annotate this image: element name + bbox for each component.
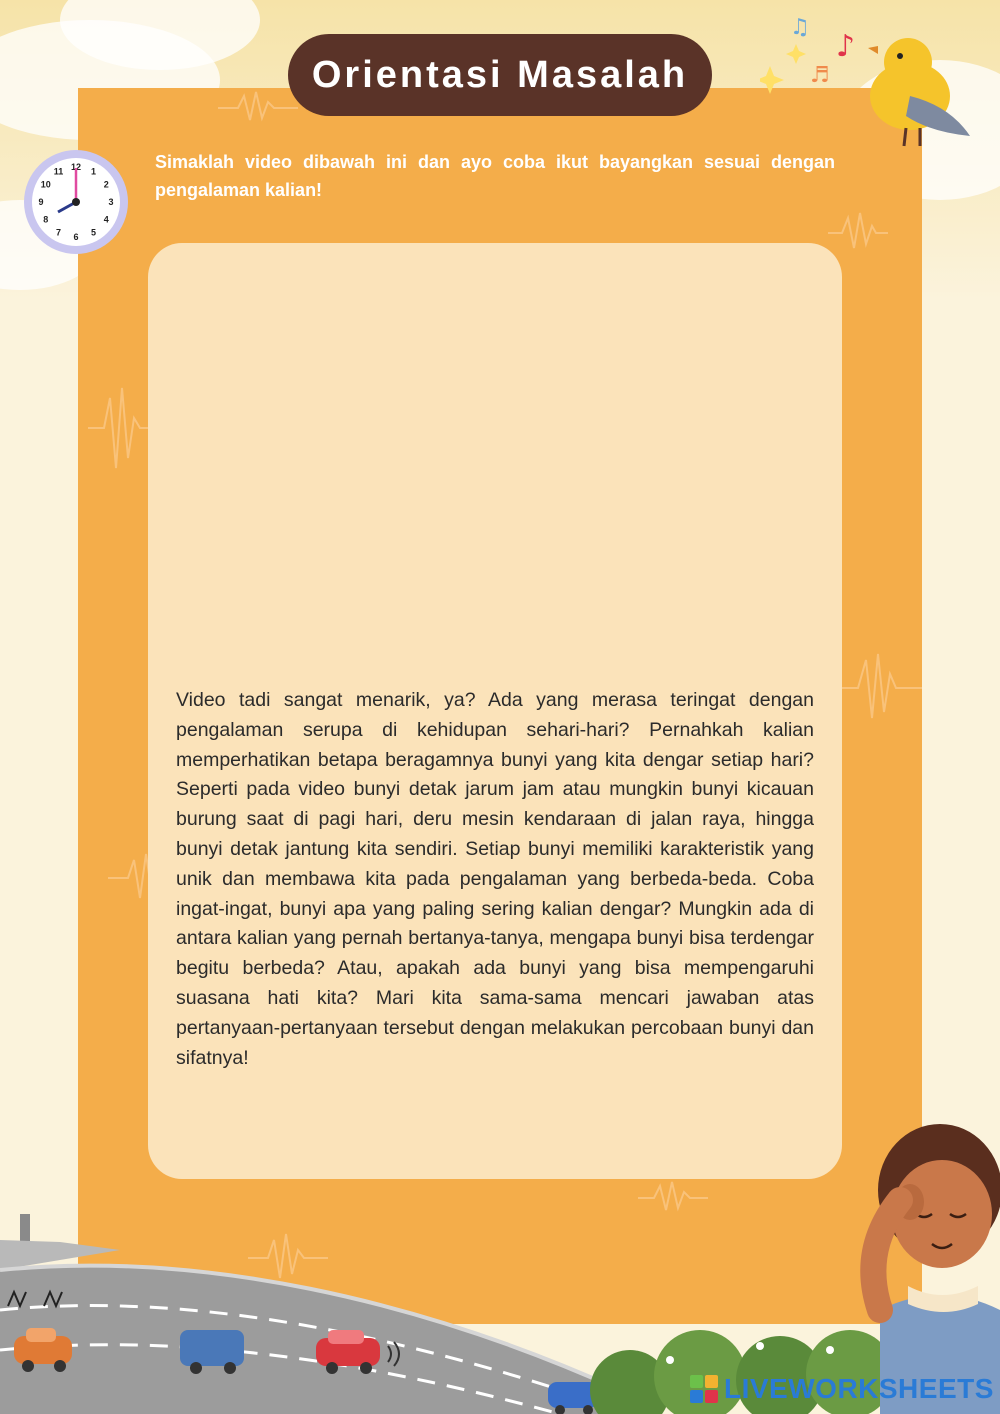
soundwave-decoration bbox=[218, 88, 298, 128]
clock-number: 1 bbox=[90, 166, 97, 177]
road-traffic-illustration bbox=[0, 1210, 620, 1414]
singing-bird-illustration bbox=[760, 6, 980, 156]
soundwave-decoration bbox=[638, 1178, 708, 1218]
soundwave-decoration bbox=[838, 648, 922, 728]
instruction-text: Simaklah video dibawah ini dan ayo coba ikut bayangkan sesuai dengan pengalaman kalian! bbox=[155, 152, 835, 200]
clock-number: 7 bbox=[55, 227, 62, 238]
clock-number: 4 bbox=[103, 214, 109, 225]
clock-number: 5 bbox=[90, 227, 97, 238]
page-title: Orientasi Masalah bbox=[288, 34, 712, 116]
clock-number: 8 bbox=[43, 214, 49, 225]
clock-number: 6 bbox=[73, 232, 79, 242]
clock-number: 10 bbox=[40, 179, 51, 190]
listening-child-illustration bbox=[820, 1110, 1000, 1414]
clock-number: 11 bbox=[53, 166, 64, 177]
svg-text:♬: ♬ bbox=[810, 63, 830, 88]
clock-number: 3 bbox=[108, 197, 114, 207]
body-paragraph: Video tadi sangat menarik, ya? Ada yang merasa teringat dengan pengalaman serupa di kehidupan sehari-hari? Pernahkah kalian memperhatikan betapa beragamnya bunyi yang kita dengar setiap hari? Seperti pada video bunyi detak jarum jam atau mungkin bunyi kicauan burung saat di pagi hari, deru mesin kendaraan di jalan raya, hingga bunyi detak jantung kita sendiri. Setiap bunyi memiliki karakteristik yang unik dan membawa kita pada pengalaman yang berbeda-beda. Coba ingat-ingat, bunyi apa yang paling sering kalian dengar? Mungkin ada di antara kalian yang pernah bertanya-tanya, mengapa bunyi bisa terdengar begitu berbeda? Atau, apakah ada bunyi yang bisa mempengaruhi suasana hati kita? Mari kita sama-sama mencari jawaban atas pertanyaan-pertanyaan tersebut dengan melakukan percobaan bunyi dan sifatnya! bbox=[176, 689, 814, 1069]
liveworksheets-logo-icon bbox=[690, 1375, 718, 1403]
svg-text:♫: ♫ bbox=[790, 15, 810, 40]
video-placeholder[interactable] bbox=[148, 243, 842, 673]
clock-number: 12 bbox=[70, 162, 82, 172]
content-card bbox=[148, 243, 842, 1179]
clock-number: 9 bbox=[38, 197, 44, 207]
clock-icon bbox=[22, 148, 130, 256]
clock-number: 2 bbox=[103, 179, 109, 190]
watermark-text: LIVEWORKSHEETS bbox=[724, 1373, 994, 1404]
svg-text:♪: ♪ bbox=[836, 29, 856, 64]
watermark bbox=[690, 1372, 994, 1406]
